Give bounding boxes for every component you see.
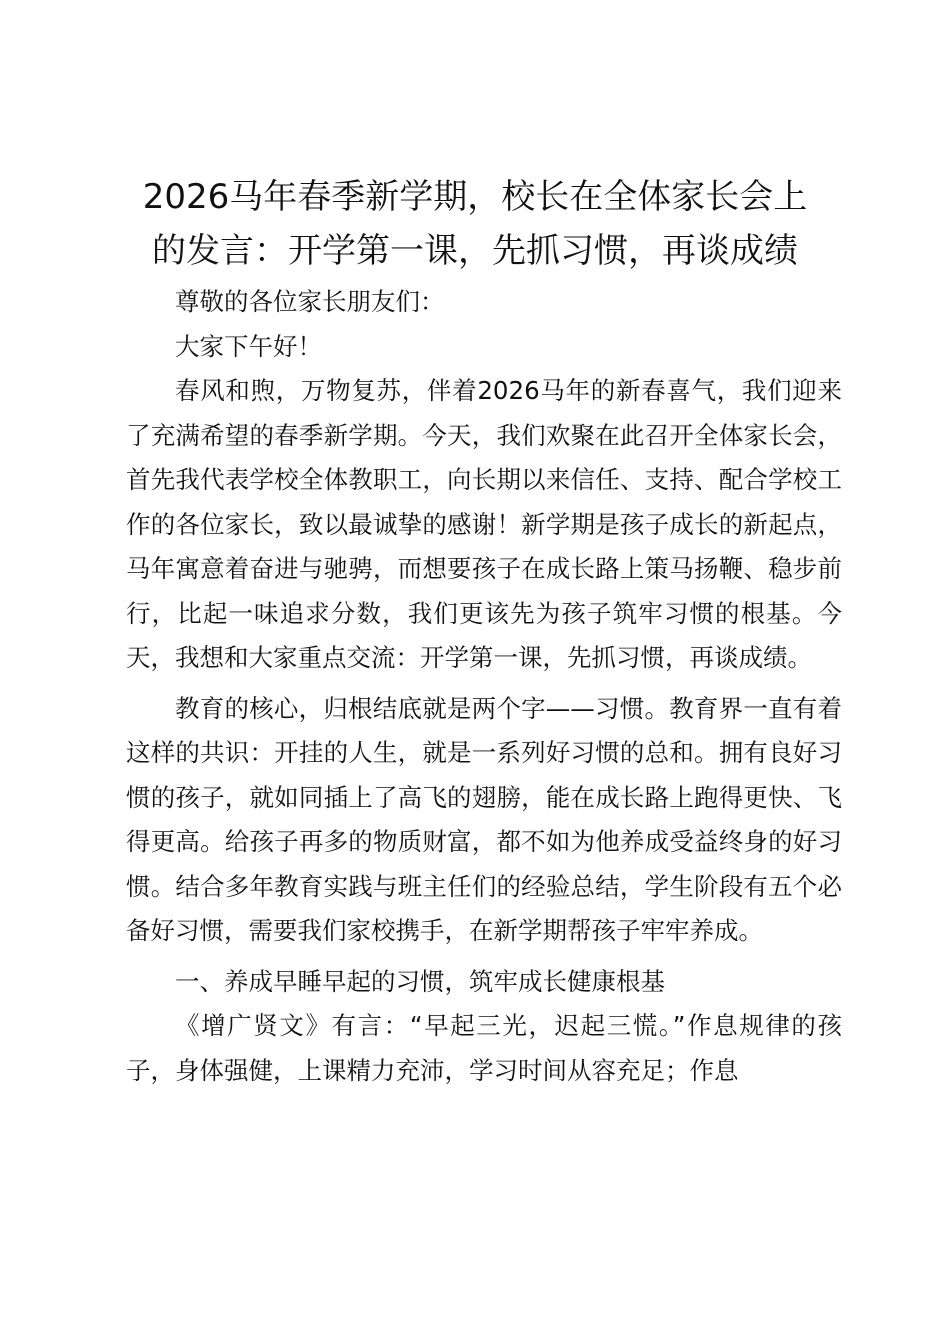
document-title (100, 170, 850, 278)
title-line-1: 2026马年春季新学期，校长在全体家长会上 (142, 177, 808, 217)
paragraph-section-1: 《增广贤文》有言：“早起三光，迟起三慌。”作息规律的孩子，身体强健，上课精力充沛，学习时间从容充足；作息 (126, 1011, 842, 1085)
section-heading-1: 一、养成早睡早起的习惯，筑牢成长健康根基 (175, 966, 665, 996)
paragraph-core-of-education: 教育的核心，归根结底就是两个字——习惯。教育界一直有着这样的共识：开挂的人生，就是一系列好习惯的总和。拥有良好习惯的孩子，就如同插上了高飞的翅膀，能在成长路上跑得更快、飞得更高。给孩子再多的物质财富，都不如为他养成受益终身的好习惯。结合多年教育实践与班主任们的经验总结，学生阶段有五个必备好习惯，需要我们家校携手，在新学期帮孩子牢牢养成。 (126, 693, 842, 945)
salutation: 尊敬的各位家长朋友们： (175, 287, 445, 316)
greeting: 大家下午好！ (175, 331, 322, 361)
document-body (126, 280, 842, 1093)
paragraph-opening: 春风和煦，万物复苏，伴着2026马年的新春喜气，我们迎来了充满希望的春季新学期。今天，我们欢聚在此召开全体家长会，首先我代表学校全体教职工，向长期以来信任、支持、配合学校工作的各位家长，致以最诚挚的感谢！新学期是孩子成长的新起点，马年寓意着奋进与驰骋，而想要孩子在成长路上策马扬鞭、稳步前行，比起一味追求分数，我们更该先为孩子筑牢习惯的根基。今天，我想和大家重点交流：开学第一课，先抓习惯，再谈成绩。 (126, 376, 842, 672)
title-line-2: 的发言：开学第一课，先抓习惯，再谈成绩 (152, 231, 798, 271)
